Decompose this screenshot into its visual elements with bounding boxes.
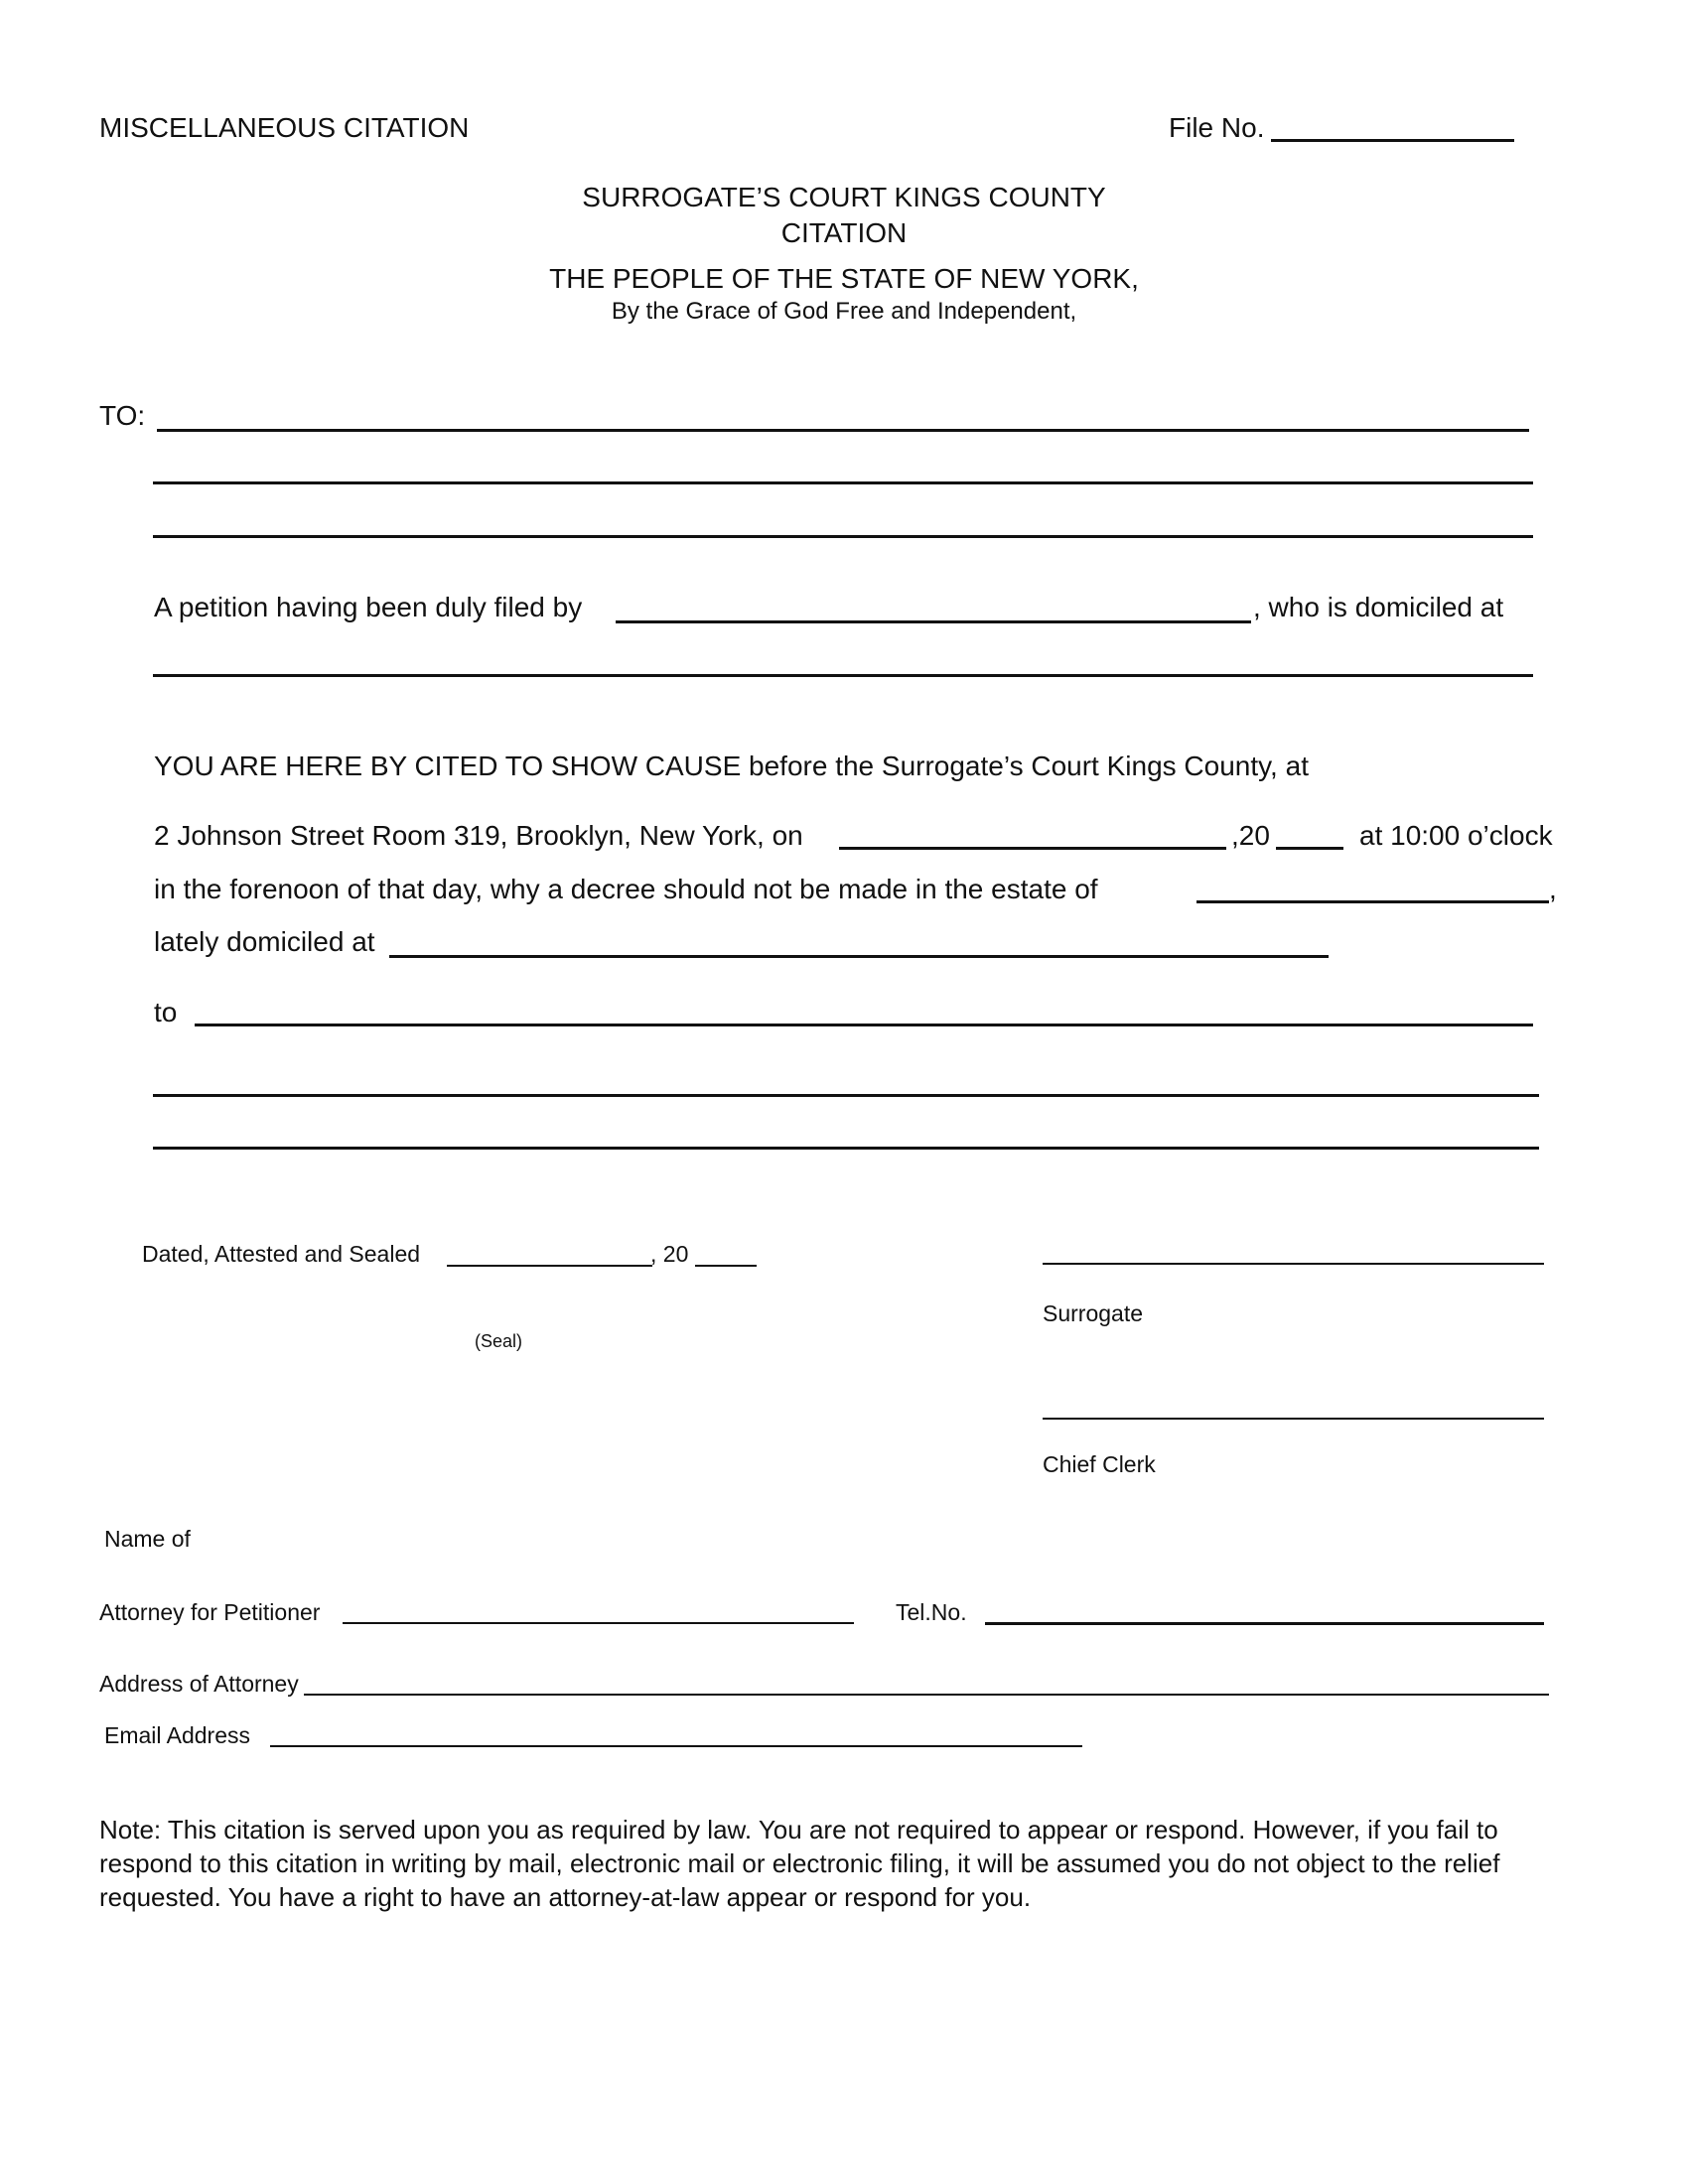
dated-year-prefix: , 20 bbox=[650, 1241, 689, 1267]
relief-field-line-2[interactable] bbox=[153, 1094, 1539, 1097]
petition-suffix: , who is domiciled at bbox=[1253, 592, 1504, 622]
estate-comma: , bbox=[1549, 874, 1557, 904]
court-name: SURROGATE’S COURT KINGS COUNTY bbox=[582, 182, 1106, 212]
lately-domiciled-label: lately domiciled at bbox=[154, 926, 375, 957]
hearing-time: at 10:00 o’clock bbox=[1359, 820, 1553, 851]
email-address-field[interactable] bbox=[270, 1745, 1082, 1747]
to-field-line-3[interactable] bbox=[153, 535, 1533, 538]
name-of-label: Name of bbox=[104, 1526, 191, 1552]
petition-prefix: A petition having been duly filed by bbox=[154, 592, 583, 622]
file-no-label: File No. bbox=[1169, 112, 1265, 143]
to-relief-label: to bbox=[154, 997, 178, 1027]
dated-field[interactable] bbox=[447, 1265, 652, 1267]
forenoon-line: in the forenoon of that day, why a decree should not be made in the estate of bbox=[154, 874, 1098, 904]
chief-clerk-label: Chief Clerk bbox=[1043, 1451, 1156, 1477]
form-title: MISCELLANEOUS CITATION bbox=[99, 112, 470, 143]
estate-name-field[interactable] bbox=[1196, 900, 1549, 903]
relief-field-line-1[interactable] bbox=[195, 1024, 1533, 1026]
attorney-for-petitioner-label: Attorney for Petitioner bbox=[99, 1599, 321, 1625]
court-address: 2 Johnson Street Room 319, Brooklyn, New York, on bbox=[154, 820, 803, 851]
tel-no-field[interactable] bbox=[985, 1622, 1544, 1625]
document-type: CITATION bbox=[780, 217, 908, 248]
dated-year-field[interactable] bbox=[695, 1265, 757, 1267]
show-cause-line: YOU ARE HERE BY CITED TO SHOW CAUSE before the Surrogate’s Court Kings County, at bbox=[154, 751, 1309, 781]
grace-line: By the Grace of God Free and Independent, bbox=[611, 298, 1077, 325]
relief-field-line-3[interactable] bbox=[153, 1147, 1539, 1150]
petitioner-domicile-field[interactable] bbox=[153, 674, 1533, 677]
attorney-address-field[interactable] bbox=[304, 1694, 1549, 1696]
tel-no-label: Tel.No. bbox=[896, 1599, 967, 1625]
hearing-year-field[interactable] bbox=[1276, 847, 1343, 850]
surrogate-label: Surrogate bbox=[1043, 1300, 1144, 1326]
to-label: TO: bbox=[99, 400, 146, 431]
to-field-line-2[interactable] bbox=[153, 481, 1533, 484]
attorney-name-field[interactable] bbox=[343, 1622, 854, 1624]
seal-label: (Seal) bbox=[475, 1331, 523, 1351]
to-field-line-1[interactable] bbox=[157, 429, 1529, 432]
people-of-state: THE PEOPLE OF THE STATE OF NEW YORK, bbox=[549, 263, 1139, 294]
email-address-label: Email Address bbox=[104, 1722, 251, 1748]
surrogate-signature-line[interactable] bbox=[1043, 1263, 1544, 1265]
chief-clerk-signature-line[interactable] bbox=[1043, 1418, 1544, 1420]
lately-domiciled-field[interactable] bbox=[389, 955, 1329, 958]
file-no-field[interactable] bbox=[1271, 139, 1514, 142]
dated-attested-label: Dated, Attested and Sealed bbox=[142, 1241, 421, 1267]
hearing-year-prefix: ,20 bbox=[1231, 820, 1270, 851]
attorney-address-label: Address of Attorney bbox=[99, 1671, 299, 1697]
hearing-date-field[interactable] bbox=[839, 847, 1226, 850]
legal-note: Note: This citation is served upon you as required by law. You are not required to appear or respond. However, if you fail to respond to this citation in writing by mail, electronic mail or electronic filing, it will be assumed you do not object to the relief requested. You have a right to have an attorney-at-law appear or respond for you. bbox=[99, 1815, 1500, 1912]
petitioner-name-field[interactable] bbox=[616, 620, 1251, 623]
